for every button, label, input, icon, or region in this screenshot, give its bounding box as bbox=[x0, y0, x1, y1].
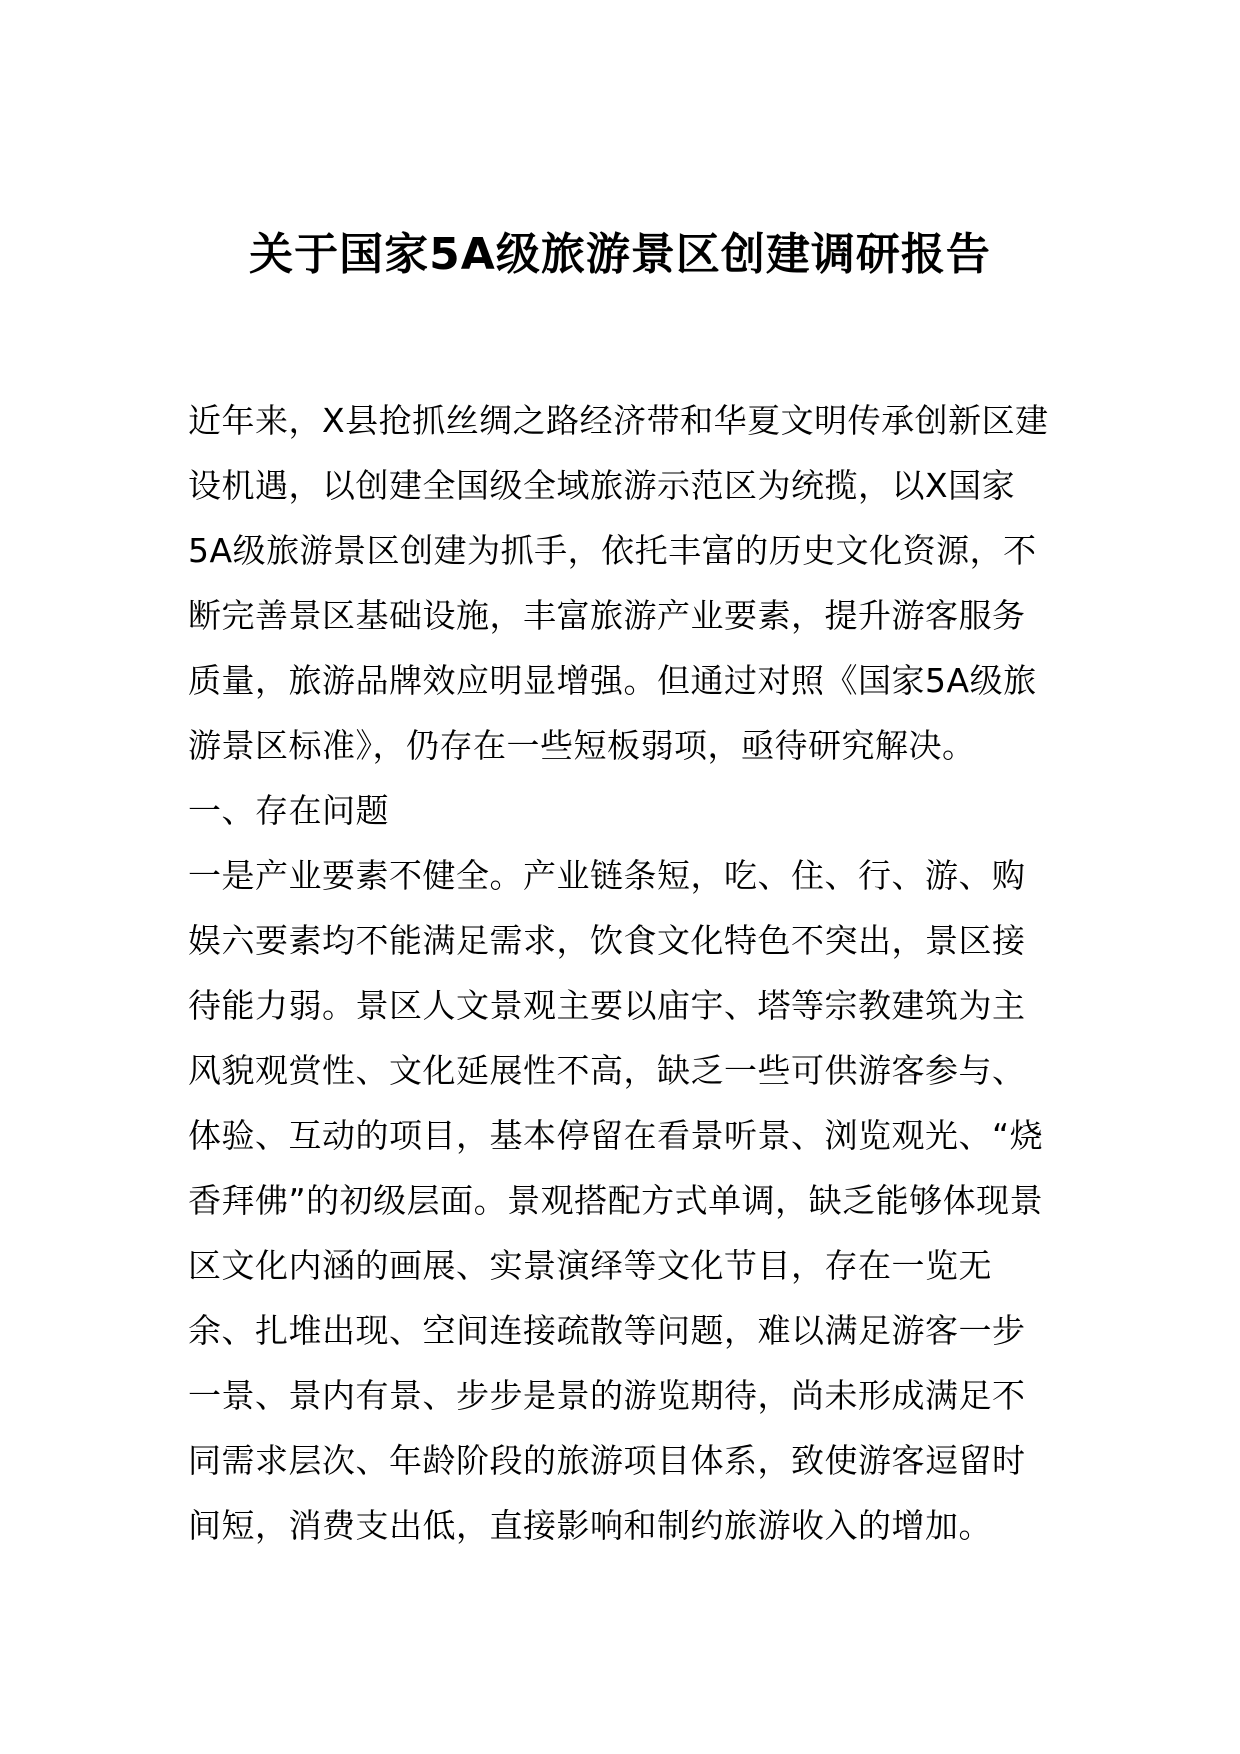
document-title: 关于国家5A级旅游景区创建调研报告 bbox=[249, 229, 991, 281]
section-heading: 一、存在问题 bbox=[188, 791, 389, 830]
document-body bbox=[188, 388, 1058, 1558]
body-paragraph: 一是产业要素不健全。产业链条短，吃、住、行、游、购娱六要素均不能满足需求，饮食文化特色不突出，景区接待能力弱。景区人文景观主要以庙宇、塔等宗教建筑为主风貌观赏性、文化延展性不高，缺乏一些可供游客参与、体验、互动的项目，基本停留在看景听景、浏览观光、“烧香拜佛”的初级层面。景观搭配方式单调，缺乏能够体现景区文化内涵的画展、实景演绎等文化节目，存在一览无余、扎堆出现、空间连接疏散等问题，难以满足游客一步一景、景内有景、步步是景的游览期待，尚未形成满足不同需求层次、年龄阶段的旅游项目体系，致使游客逗留时间短，消费支出低，直接影响和制约旅游收入的增加。 bbox=[188, 856, 1044, 1545]
intro-paragraph: 近年来，X县抢抓丝绸之路经济带和华夏文明传承创新区建设机遇，以创建全国级全域旅游示范区为统揽，以X国家5A级旅游景区创建为抓手，依托丰富的历史文化资源，不断完善景区基础设施，丰富旅游产业要素，提升游客服务质量，旅游品牌效应明显增强。但通过对照《国家5A级旅游景区标准》，仍存在一些短板弱项，亟待研究解决。 bbox=[188, 401, 1049, 765]
